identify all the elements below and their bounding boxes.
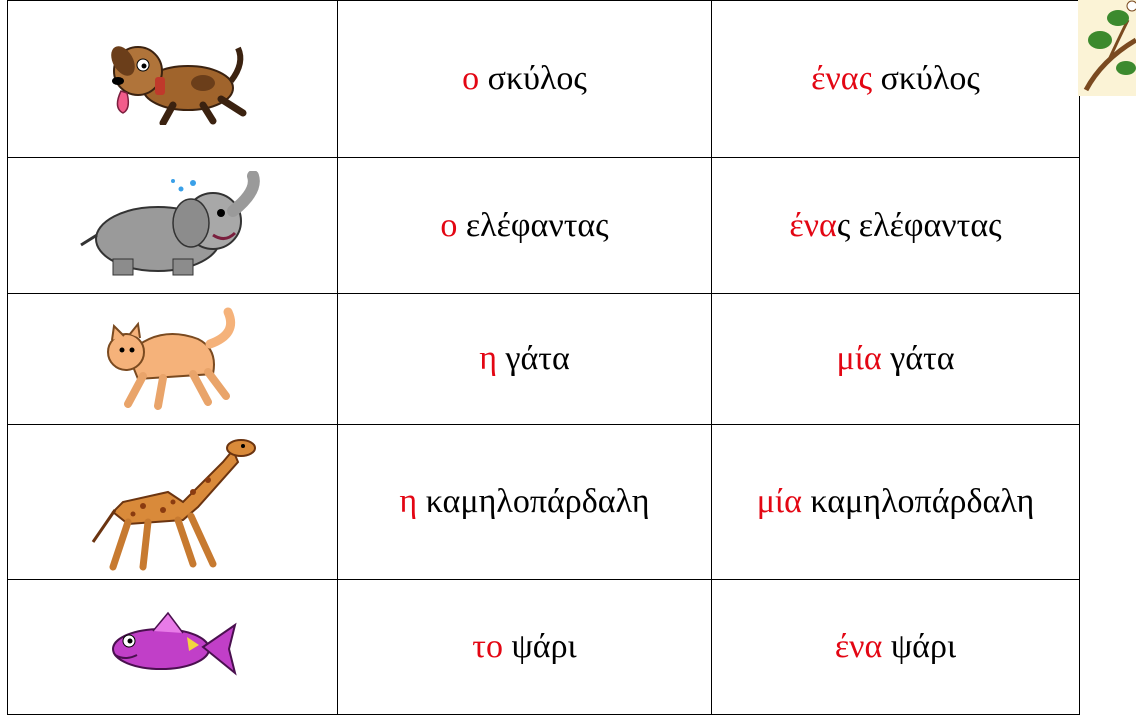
definite-article: η [479,340,497,377]
cat-icon [98,304,248,414]
image-cell [8,158,338,294]
definite-cell [338,425,712,580]
indefinite-cell [712,158,1080,294]
image-cell [8,1,338,158]
table-row [8,1,1080,158]
table-row [8,158,1080,294]
table-row [8,294,1080,425]
indefinite-article: ένα [789,206,837,244]
indefinite-cell [712,1,1080,158]
table-row [8,425,1080,580]
tree-branch-icon [1078,0,1136,96]
fish-icon [103,607,243,687]
noun: ς ελέφαντας [836,206,1002,244]
dog-icon [93,33,253,125]
indefinite-article: μία [836,340,882,377]
definite-article: η [399,483,418,520]
noun: γάτα [890,340,955,377]
noun: ελέφαντας [465,206,609,244]
noun: γάτα [505,340,570,377]
definite-article: το [472,628,503,665]
definite-cell [338,158,712,294]
indefinite-article: μία [756,483,802,520]
image-cell [8,425,338,580]
indefinite-article: ένας [811,60,873,97]
elephant-icon [73,171,273,281]
indefinite-cell [712,580,1080,715]
indefinite-cell [712,425,1080,580]
noun: καμηλοπάρδαλη [810,483,1035,520]
vocabulary-table [7,0,1080,715]
noun: καμηλοπάρδαλη [425,483,650,520]
definite-cell [338,580,712,715]
definite-cell [338,1,712,158]
noun: σκύλος [487,60,587,97]
definite-article: ο [462,60,480,97]
noun: ψάρι [511,628,577,665]
definite-article: ο [440,206,458,244]
table-row [8,580,1080,715]
giraffe-icon [73,432,273,572]
noun: σκύλος [880,60,980,97]
definite-cell [338,294,712,425]
image-cell [8,580,338,715]
indefinite-cell [712,294,1080,425]
noun: ψάρι [890,628,957,665]
image-cell [8,294,338,425]
indefinite-article: ένα [834,628,883,665]
